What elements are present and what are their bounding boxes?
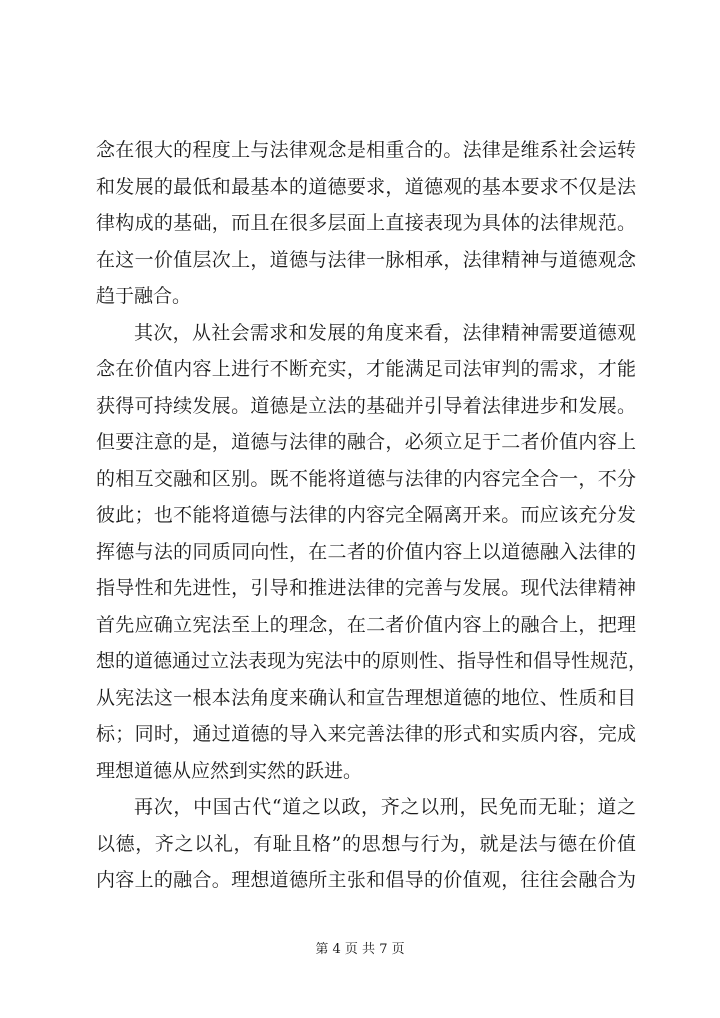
document-body [96,132,648,899]
page-number-footer: 第 4 页 共 7 页 [315,942,405,957]
text-line: 首先应确立宪法至上的理念，在二者价值内容上的融合上，把理 [96,613,636,636]
text-line: 想的道德通过立法表现为宪法中的原则性、指导性和倡导性规范， [96,650,648,672]
text-line: 律构成的基础，而且在很多层面上直接表现为具体的法律规范。 [96,212,636,234]
text-line: 获得可持续发展。道德是立法的基础并引导着法律进步和发展。 [96,394,636,417]
text-line: 标；同时，通过道德的导入来完善法律的形式和实质内容，完成 [96,723,636,745]
text-line: 的相互交融和区别。既不能将道德与法律的内容完全合一，不分 [96,467,636,490]
paragraph-start-line: 其次，从社会需求和发展的角度来看，法律精神需要道德观 [134,321,636,344]
text-line: 念在很大的程度上与法律观念是相重合的。法律是维系社会运转 [96,139,636,161]
text-line: 念在价值内容上进行不断充实，才能满足司法审判的需求，才能 [96,358,636,380]
text-line: 指导性和先进性，引导和推进法律的完善与发展。现代法律精神 [96,577,636,599]
text-line: 挥德与法的同质同向性，在二者的价值内容上以道德融入法律的 [96,540,636,563]
text-line: 以德，齐之以礼，有耻且格”的思想与行为，就是法与德在价值 [96,832,636,855]
text-line: 彼此；也不能将道德与法律的内容完全隔离开来。而应该充分发 [96,504,636,526]
paragraph-start-line: 再次，中国古代“道之以政，齐之以刑，民免而无耻；道之 [134,796,636,818]
text-line: 趋于融合。 [96,285,192,307]
text-line: 但要注意的是，道德与法律的融合，必须立足于二者价值内容上 [96,431,636,453]
text-line: 从宪法这一根本法角度来确认和宣告理想道德的地位、性质和目 [96,686,636,709]
text-line: 理想道德从应然到实然的跃进。 [96,759,363,782]
text-line: 在这一价值层次上，道德与法律一脉相承，法律精神与道德观念 [96,248,636,271]
text-line: 和发展的最低和最基本的道德要求，道德观的基本要求不仅是法 [96,175,636,198]
text-line: 内容上的融合。理想道德所主张和倡导的价值观，往往会融合为 [96,869,636,891]
